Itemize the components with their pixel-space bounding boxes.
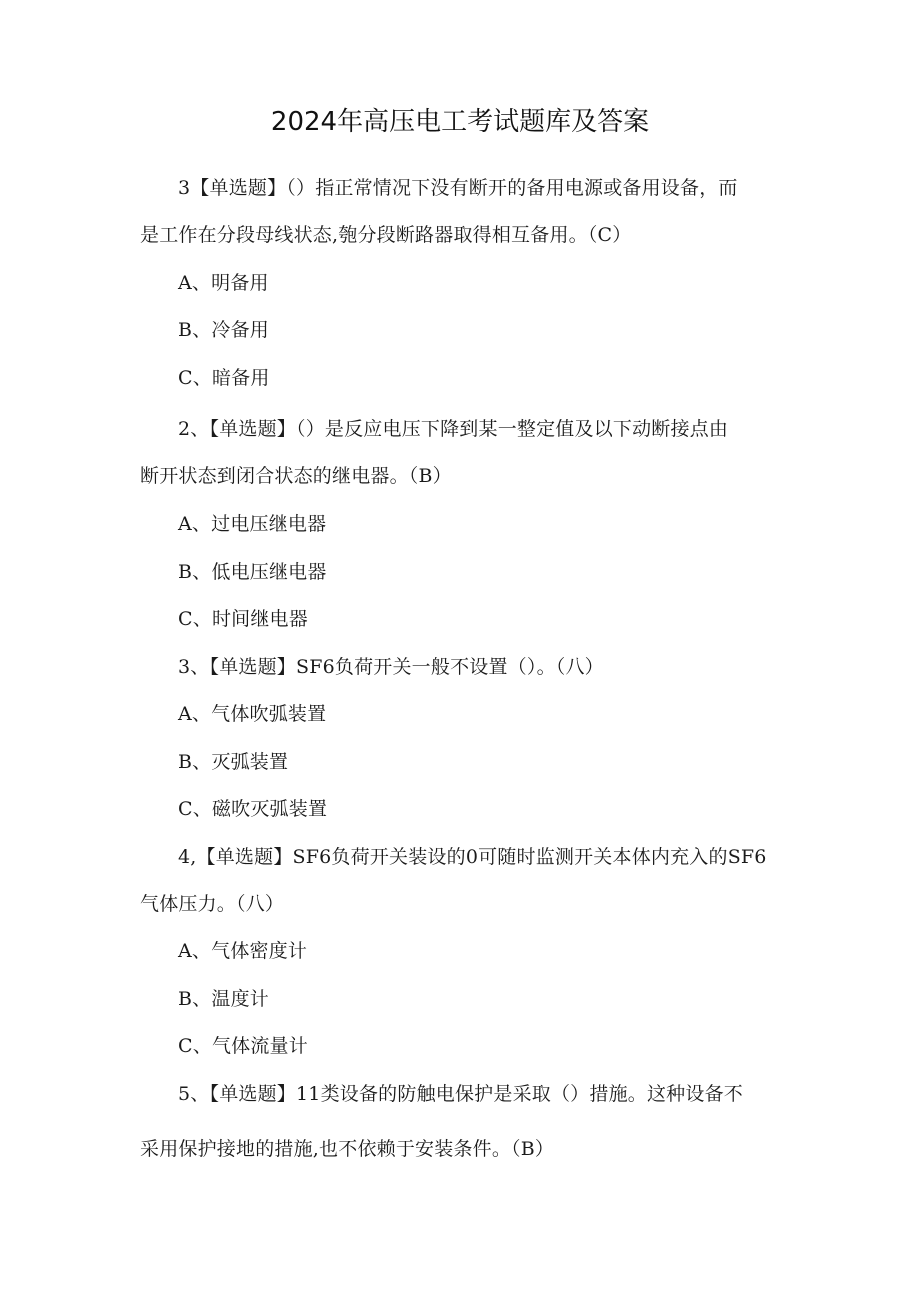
question-4-stem-line-1: 4,【单选题】SF6负荷开关装设的0可随时监测开关本体内充入的SF6 — [178, 846, 767, 868]
question-2-option-b: B、低电压继电器 — [178, 561, 327, 583]
question-3-option-a: A、气体吹弧装置 — [178, 703, 327, 725]
question-3-option-c: C、磁吹灭弧装置 — [178, 798, 328, 820]
question-1-option-b: B、冷备用 — [178, 319, 269, 341]
question-1-option-a: A、明备用 — [178, 272, 269, 294]
question-1-stem-line-1: 3【单选题】（）指正常情况下没有断开的备用电源或备用设备，而 — [178, 177, 738, 199]
question-4-stem-line-2: 气体压力。（八） — [140, 893, 285, 915]
question-2-stem-line-1: 2、【单选题】（）是反应电压下降到某一整定值及以下动断接点由 — [178, 418, 729, 440]
question-5-stem-line-1: 5、【单选题】11类设备的防触电保护是采取（）措施。这种设备不 — [178, 1083, 743, 1105]
page-title: 2024年高压电工考试题库及答案 — [270, 107, 650, 137]
question-4-option-c: C、气体流量计 — [178, 1035, 308, 1057]
question-5-stem-line-2: 采用保护接地的措施,也不依赖于安装条件。（B） — [140, 1138, 555, 1160]
question-2-stem-line-2: 断开状态到闭合状态的继电器。（B） — [140, 465, 452, 487]
question-1-stem-line-2: 是工作在分段母线状态,匏分段断路器取得相互备用。（C） — [140, 224, 632, 246]
question-2-option-c: C、时间继电器 — [178, 608, 308, 630]
question-3-stem-line-1: 3、【单选题】SF6负荷开关一般不设置（）。（八） — [178, 656, 604, 678]
question-2-option-a: A、过电压继电器 — [178, 513, 327, 535]
question-4-option-b: B、温度计 — [178, 988, 269, 1010]
question-3-option-b: B、灭弧装置 — [178, 751, 289, 773]
question-4-option-a: A、气体密度计 — [178, 940, 308, 962]
question-1-option-c: C、暗备用 — [178, 367, 270, 389]
